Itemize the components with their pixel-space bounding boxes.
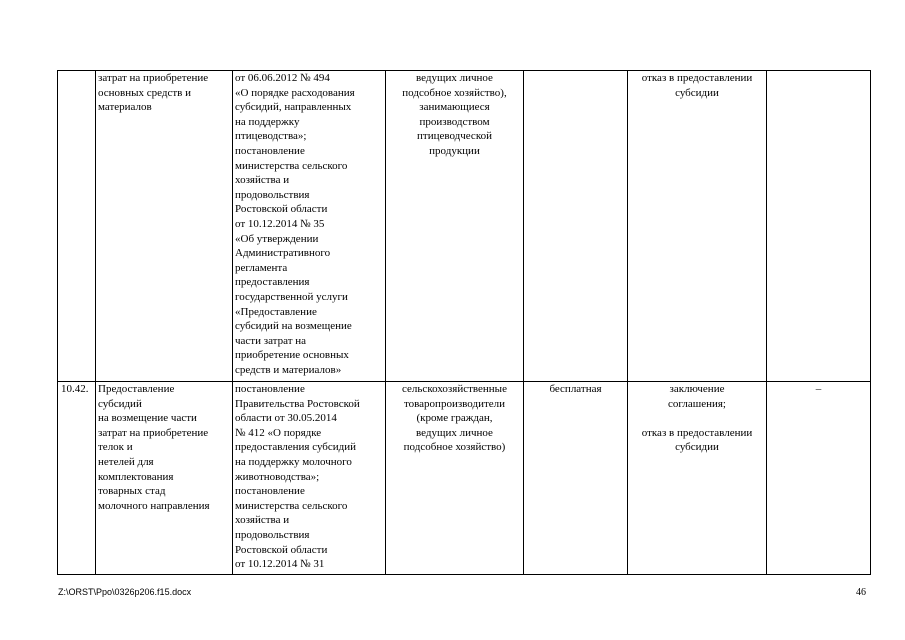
table-row bbox=[58, 382, 871, 575]
footer-file-path: Z:\ORST\Ppo\0326p206.f15.docx bbox=[58, 587, 192, 597]
row-number-cell: 10.42. bbox=[58, 382, 96, 575]
services-table bbox=[57, 70, 871, 575]
result-cell: отказ в предоставлении субсидии bbox=[628, 71, 767, 382]
legal-basis-cell: от 06.06.2012 № 494 «О порядке расходования субсидий, направленных на поддержку птицеводства»; постановление министерства сельского хозяйства и продовольствия Ростовской области от 10.12.2014 № 35 «Об утверждении Административного регламента предоставления государственной услуги «Предоставление субсидий на возмещение части затрат на приобретение основных средств и материалов» bbox=[233, 71, 386, 382]
recipients-cell: сельскохозяйственные товаропроизводители (кроме граждан, ведущих личное подсобное хозяйство) bbox=[386, 382, 524, 575]
legal-basis-cell: постановление Правительства Ростовской области от 30.05.2014 № 412 «О порядке предоставления субсидий на поддержку молочного животноводства»; постановление министерства сельского хозяйства и продовольствия Ростовской области от 10.12.2014 № 31 bbox=[233, 382, 386, 575]
payment-cell bbox=[524, 71, 628, 382]
result-cell: заключение соглашения; отказ в предоставлении субсидии bbox=[628, 382, 767, 575]
payment-cell: бесплатная bbox=[524, 382, 628, 575]
table-row bbox=[58, 71, 871, 382]
recipients-cell: ведущих личное подсобное хозяйство), занимающиеся производством птицеводческой продукции bbox=[386, 71, 524, 382]
extra-cell bbox=[767, 71, 871, 382]
service-name-cell: затрат на приобретение основных средств и материалов bbox=[96, 71, 233, 382]
row-number-cell bbox=[58, 71, 96, 382]
service-name-cell: Предоставление субсидий на возмещение части затрат на приобретение телок и нетелей для комплектования товарных стад молочного направления bbox=[96, 382, 233, 575]
page-number: 46 bbox=[856, 587, 866, 598]
extra-cell: – bbox=[767, 382, 871, 575]
